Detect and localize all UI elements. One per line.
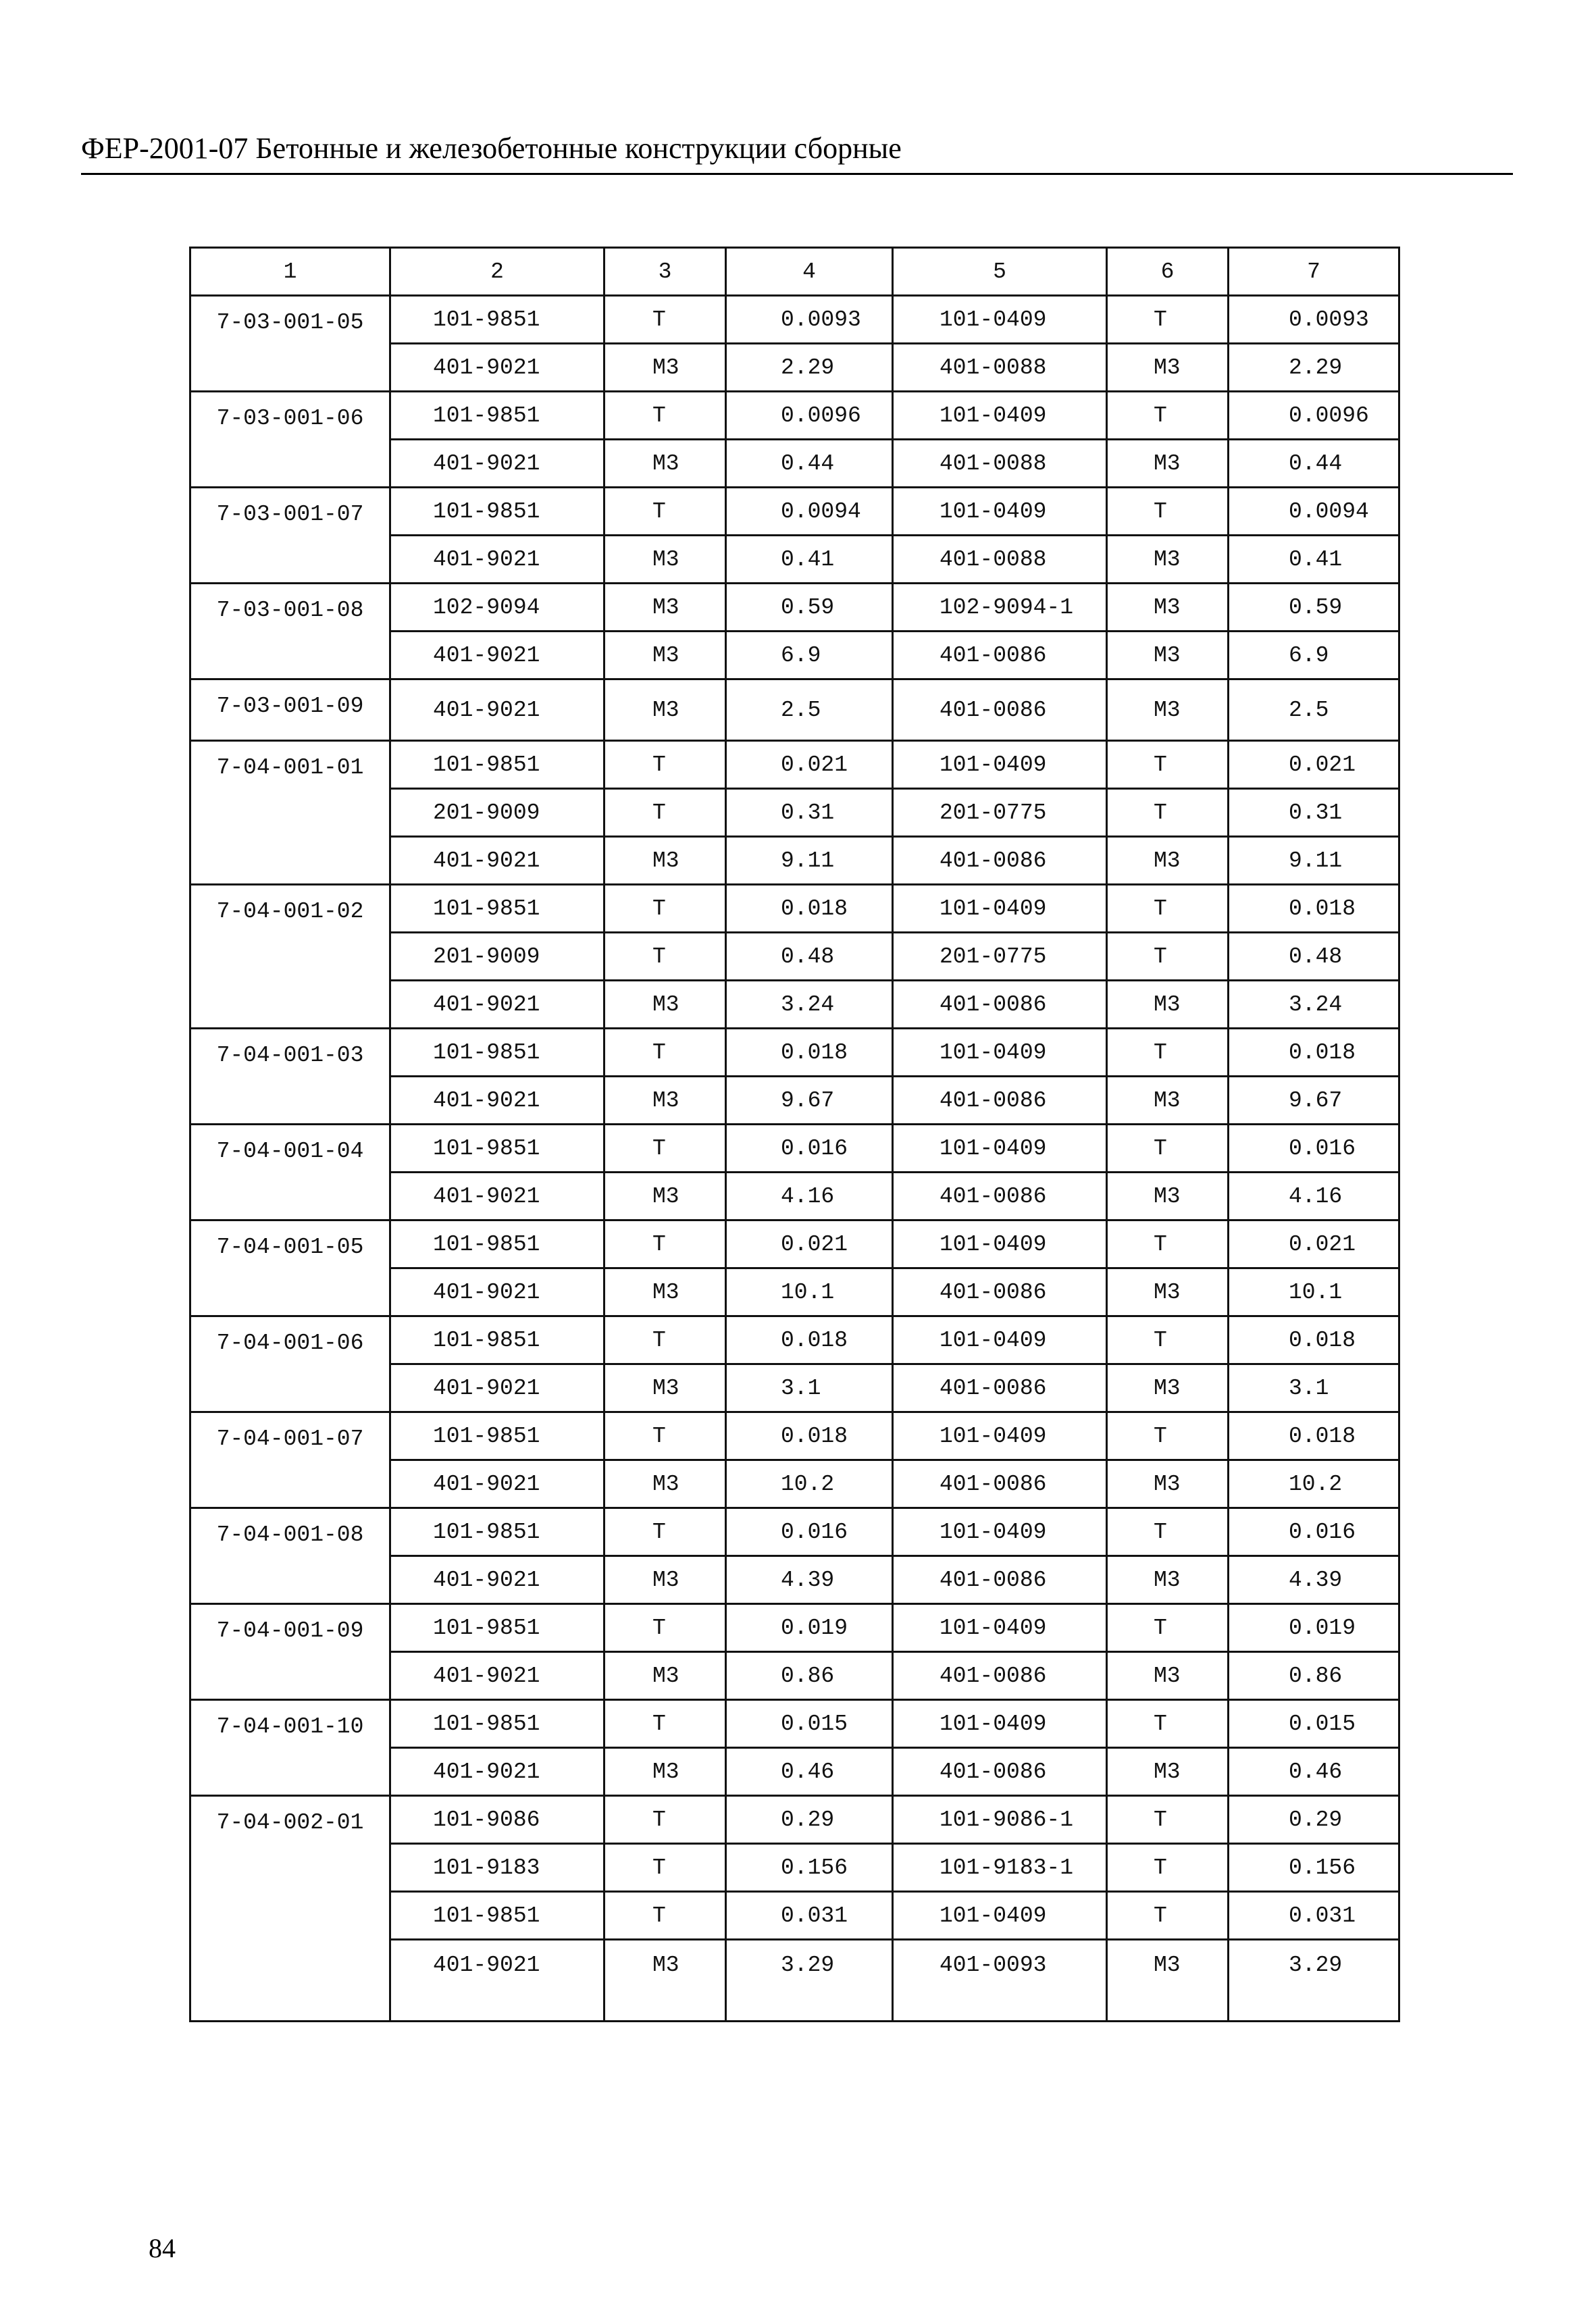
table-cell: 0.156 [1229, 1844, 1399, 1892]
table-cell: 101-9851 [390, 1029, 604, 1077]
table-cell: М3 [604, 1556, 726, 1604]
table-cell: Т [1107, 1892, 1229, 1940]
table-cell: 101-9851 [390, 1220, 604, 1268]
table-cell: Т [604, 1029, 726, 1077]
table-cell: 0.018 [726, 1412, 893, 1460]
table-row [190, 1412, 1399, 1460]
rate-code-cell: 7-04-001-07 [190, 1412, 390, 1508]
table-cell: 0.018 [726, 885, 893, 933]
table-header-row [190, 248, 1399, 296]
table-cell: 401-9021 [390, 1173, 604, 1220]
column-header: 3 [604, 248, 726, 296]
rate-code-cell: 7-03-001-07 [190, 488, 390, 584]
rate-code-cell: 7-04-002-01 [190, 1796, 390, 2022]
table-cell: 0.48 [1229, 933, 1399, 981]
table-cell: Т [604, 392, 726, 440]
table-cell: М3 [1107, 837, 1229, 885]
rate-code-cell: 7-04-001-02 [190, 885, 390, 1029]
page-header-title: ФЕР-2001-07 Бетонные и железобетонные конструкции сборные [81, 132, 902, 165]
table-cell: 401-0086 [893, 1748, 1107, 1796]
table-cell: М3 [1107, 344, 1229, 392]
table-cell: Т [1107, 392, 1229, 440]
table-cell: 401-9021 [390, 536, 604, 584]
table-row [190, 1508, 1399, 1556]
table-cell: 101-9183-1 [893, 1844, 1107, 1892]
table-cell: М3 [604, 1460, 726, 1508]
table-cell: Т [604, 741, 726, 789]
table-cell: Т [604, 296, 726, 344]
table-cell: 0.018 [1229, 1412, 1399, 1460]
table-cell: 2.29 [726, 344, 893, 392]
table-cell: 201-9009 [390, 789, 604, 837]
table-cell: М3 [604, 981, 726, 1029]
rate-code-cell: 7-03-001-08 [190, 584, 390, 679]
table-cell: 401-0086 [893, 1173, 1107, 1220]
table-cell: М3 [604, 344, 726, 392]
table-cell: М3 [1107, 679, 1229, 741]
table-cell: М3 [604, 1268, 726, 1316]
table-cell: Т [604, 789, 726, 837]
table-cell: 401-9021 [390, 837, 604, 885]
table-cell: 0.018 [1229, 1316, 1399, 1364]
table-cell: Т [1107, 885, 1229, 933]
table-cell: 0.0093 [1229, 296, 1399, 344]
table-cell: 101-0409 [893, 1412, 1107, 1460]
table-cell: М3 [1107, 1268, 1229, 1316]
table-cell: Т [1107, 1796, 1229, 1844]
table-cell: 2.5 [1229, 679, 1399, 741]
table-cell: Т [604, 1700, 726, 1748]
table-cell: М3 [604, 536, 726, 584]
table-cell: Т [1107, 933, 1229, 981]
table-cell: Т [604, 1412, 726, 1460]
table-cell: 0.021 [1229, 1220, 1399, 1268]
table-cell: 0.019 [726, 1604, 893, 1652]
table-cell: 0.31 [726, 789, 893, 837]
table-cell: 0.41 [726, 536, 893, 584]
table-cell: 101-0409 [893, 488, 1107, 536]
rate-code-cell: 7-04-001-10 [190, 1700, 390, 1796]
table-cell: М3 [604, 1173, 726, 1220]
table-cell: 101-9851 [390, 1892, 604, 1940]
table-cell: 101-9851 [390, 1700, 604, 1748]
table-cell: 101-9851 [390, 488, 604, 536]
table-cell: 0.016 [726, 1125, 893, 1173]
table-cell: Т [1107, 741, 1229, 789]
table-cell: Т [1107, 1220, 1229, 1268]
table-cell: 9.11 [1229, 837, 1399, 885]
table-cell: 201-0775 [893, 789, 1107, 837]
table-row [190, 1316, 1399, 1364]
table-cell: 10.1 [726, 1268, 893, 1316]
rate-code-cell: 7-03-001-05 [190, 296, 390, 392]
rate-code-cell: 7-04-001-06 [190, 1316, 390, 1412]
table-cell: Т [1107, 1029, 1229, 1077]
table-cell: 0.29 [726, 1796, 893, 1844]
table-cell: Т [604, 1604, 726, 1652]
table-cell: 101-0409 [893, 1220, 1107, 1268]
table-cell: 101-9851 [390, 392, 604, 440]
table-cell: 0.59 [726, 584, 893, 632]
table-cell: М3 [1107, 536, 1229, 584]
table-cell: 101-0409 [893, 392, 1107, 440]
table-cell: 3.29 [726, 1940, 893, 2022]
table-cell: М3 [604, 837, 726, 885]
table-cell: М3 [604, 1652, 726, 1700]
table-cell: 101-0409 [893, 1892, 1107, 1940]
table-cell: М3 [1107, 981, 1229, 1029]
table-cell: 0.31 [1229, 789, 1399, 837]
table-row [190, 1220, 1399, 1268]
table-cell: 101-0409 [893, 741, 1107, 789]
table-cell: 101-9086 [390, 1796, 604, 1844]
table-row [190, 741, 1399, 789]
table-cell: 0.0096 [1229, 392, 1399, 440]
table-cell: 0.031 [726, 1892, 893, 1940]
table-cell: 0.41 [1229, 536, 1399, 584]
table-cell: 0.018 [726, 1316, 893, 1364]
table-cell: М3 [1107, 1173, 1229, 1220]
table-cell: 0.016 [1229, 1125, 1399, 1173]
table-cell: М3 [1107, 1652, 1229, 1700]
table-cell: 0.018 [1229, 1029, 1399, 1077]
table-cell: М3 [1107, 632, 1229, 679]
table-cell: 401-9021 [390, 1268, 604, 1316]
table-cell: 0.156 [726, 1844, 893, 1892]
table-cell: М3 [1107, 1748, 1229, 1796]
table-cell: 101-9851 [390, 296, 604, 344]
table-cell: 4.16 [726, 1173, 893, 1220]
table-cell: 4.16 [1229, 1173, 1399, 1220]
table-cell: 101-0409 [893, 885, 1107, 933]
table-cell: Т [604, 1220, 726, 1268]
column-header: 4 [726, 248, 893, 296]
table-cell: 401-0088 [893, 536, 1107, 584]
table-cell: 0.48 [726, 933, 893, 981]
table-cell: 0.0094 [1229, 488, 1399, 536]
table-cell: Т [604, 885, 726, 933]
table-cell: 0.29 [1229, 1796, 1399, 1844]
table-cell: Т [604, 1892, 726, 1940]
table-cell: М3 [604, 440, 726, 488]
table-cell: 101-0409 [893, 296, 1107, 344]
table-cell: 10.2 [1229, 1460, 1399, 1508]
table-cell: 2.29 [1229, 344, 1399, 392]
table-cell: 401-9021 [390, 679, 604, 741]
table-cell: 3.24 [1229, 981, 1399, 1029]
table-cell: 0.019 [1229, 1604, 1399, 1652]
rate-code-cell: 7-04-001-08 [190, 1508, 390, 1604]
table-cell: 101-0409 [893, 1604, 1107, 1652]
table-cell: 101-9183 [390, 1844, 604, 1892]
table-cell: 101-9851 [390, 1412, 604, 1460]
table-cell: М3 [604, 1940, 726, 2022]
table-cell: 101-9851 [390, 1316, 604, 1364]
table-cell: 0.021 [1229, 741, 1399, 789]
table-cell: 101-0409 [893, 1700, 1107, 1748]
table-cell: 9.67 [726, 1077, 893, 1125]
rate-code-cell: 7-04-001-01 [190, 741, 390, 885]
column-header: 2 [390, 248, 604, 296]
table-cell: 0.021 [726, 1220, 893, 1268]
rate-code-cell: 7-04-001-09 [190, 1604, 390, 1700]
table-cell: Т [1107, 1844, 1229, 1892]
table-cell: М3 [604, 632, 726, 679]
table-cell: 401-9021 [390, 440, 604, 488]
table-cell: Т [604, 1125, 726, 1173]
table-cell: 2.5 [726, 679, 893, 741]
table-cell: Т [1107, 1508, 1229, 1556]
table-row [190, 488, 1399, 536]
table-cell: М3 [1107, 1940, 1229, 2022]
table-cell: 9.67 [1229, 1077, 1399, 1125]
table-row [190, 584, 1399, 632]
table-cell: 0.0093 [726, 296, 893, 344]
table-cell: 101-0409 [893, 1125, 1107, 1173]
table-cell: 401-0086 [893, 981, 1107, 1029]
rate-code-cell: 7-04-001-05 [190, 1220, 390, 1316]
table-cell: М3 [1107, 1077, 1229, 1125]
table-cell: 4.39 [726, 1556, 893, 1604]
table-cell: М3 [604, 584, 726, 632]
table-row [190, 885, 1399, 933]
table-row [190, 1700, 1399, 1748]
rate-code-cell: 7-04-001-03 [190, 1029, 390, 1125]
table-cell: 6.9 [726, 632, 893, 679]
table-cell: 0.018 [726, 1029, 893, 1077]
table-cell: Т [604, 933, 726, 981]
table-cell: 101-9851 [390, 885, 604, 933]
table-cell: М3 [1107, 1460, 1229, 1508]
table-cell: 0.0094 [726, 488, 893, 536]
table-cell: 401-9021 [390, 632, 604, 679]
table-cell: 401-9021 [390, 1556, 604, 1604]
table-cell: 9.11 [726, 837, 893, 885]
table-cell: 201-9009 [390, 933, 604, 981]
table-cell: М3 [604, 1077, 726, 1125]
table-row [190, 1029, 1399, 1077]
table-cell: 101-9851 [390, 1125, 604, 1173]
table-cell: 0.015 [726, 1700, 893, 1748]
table-cell: 401-9021 [390, 981, 604, 1029]
table-cell: 4.39 [1229, 1556, 1399, 1604]
header-rule [81, 173, 1513, 175]
table-cell: 401-9021 [390, 1652, 604, 1700]
table-cell: 101-0409 [893, 1029, 1107, 1077]
table-row [190, 679, 1399, 741]
table-cell: 0.44 [726, 440, 893, 488]
table-cell: 0.44 [1229, 440, 1399, 488]
table-cell: 101-9086-1 [893, 1796, 1107, 1844]
table-cell: М3 [1107, 1364, 1229, 1412]
table-row [190, 392, 1399, 440]
table-cell: Т [1107, 1125, 1229, 1173]
table-cell: 101-9851 [390, 1508, 604, 1556]
table-body [190, 248, 1399, 2022]
resource-table [189, 247, 1400, 2022]
table-cell: М3 [1107, 440, 1229, 488]
table-cell: 6.9 [1229, 632, 1399, 679]
table-cell: 0.016 [726, 1508, 893, 1556]
table-cell: 201-0775 [893, 933, 1107, 981]
table-cell: 401-9021 [390, 1077, 604, 1125]
table-cell: 401-0093 [893, 1940, 1107, 2022]
table-cell: 102-9094-1 [893, 584, 1107, 632]
table-cell: 401-0086 [893, 1268, 1107, 1316]
table-cell: 401-9021 [390, 1460, 604, 1508]
table-row [190, 1125, 1399, 1173]
table-cell: Т [604, 1796, 726, 1844]
table-cell: 102-9094 [390, 584, 604, 632]
table-cell: Т [1107, 789, 1229, 837]
column-header: 5 [893, 248, 1107, 296]
table-cell: М3 [1107, 1556, 1229, 1604]
table-cell: 0.031 [1229, 1892, 1399, 1940]
column-header: 1 [190, 248, 390, 296]
table-cell: 401-0088 [893, 344, 1107, 392]
table-cell: 401-9021 [390, 1748, 604, 1796]
table-row [190, 1796, 1399, 1844]
table-cell: 3.1 [726, 1364, 893, 1412]
table-cell: М3 [604, 1364, 726, 1412]
table-cell: 10.1 [1229, 1268, 1399, 1316]
table-cell: 0.59 [1229, 584, 1399, 632]
table-cell: 101-0409 [893, 1508, 1107, 1556]
table-cell: М3 [1107, 584, 1229, 632]
table-cell: 0.86 [726, 1652, 893, 1700]
table-cell: Т [1107, 1316, 1229, 1364]
table-cell: 101-0409 [893, 1316, 1107, 1364]
table-cell: М3 [604, 679, 726, 741]
table-cell: 401-0086 [893, 1460, 1107, 1508]
table-cell: 401-0086 [893, 632, 1107, 679]
table-row [190, 296, 1399, 344]
table-cell: 3.29 [1229, 1940, 1399, 2022]
table-cell: 401-0086 [893, 1652, 1107, 1700]
table-row [190, 1604, 1399, 1652]
rate-code-cell: 7-03-001-09 [190, 679, 390, 741]
table-cell: 401-9021 [390, 1364, 604, 1412]
table-cell: 401-0086 [893, 679, 1107, 741]
table-cell: 401-0088 [893, 440, 1107, 488]
table-cell: 0.0096 [726, 392, 893, 440]
column-header: 6 [1107, 248, 1229, 296]
table-cell: 101-9851 [390, 741, 604, 789]
table-cell: Т [604, 1508, 726, 1556]
table-cell: 0.86 [1229, 1652, 1399, 1700]
table-cell: Т [1107, 1700, 1229, 1748]
table-cell: 101-9851 [390, 1604, 604, 1652]
table-cell: 0.46 [1229, 1748, 1399, 1796]
table-cell: 0.018 [1229, 885, 1399, 933]
rate-code-cell: 7-04-001-04 [190, 1125, 390, 1220]
table-cell: 10.2 [726, 1460, 893, 1508]
table-cell: 0.021 [726, 741, 893, 789]
table-cell: 401-0086 [893, 1364, 1107, 1412]
table-cell: 3.1 [1229, 1364, 1399, 1412]
table-cell: Т [1107, 1412, 1229, 1460]
table-cell: 0.016 [1229, 1508, 1399, 1556]
table-cell: Т [1107, 1604, 1229, 1652]
table-cell: 401-0086 [893, 1077, 1107, 1125]
table-cell: 3.24 [726, 981, 893, 1029]
table-cell: Т [1107, 296, 1229, 344]
table-cell: 401-9021 [390, 1940, 604, 2022]
table-cell: 401-0086 [893, 837, 1107, 885]
table-cell: М3 [604, 1748, 726, 1796]
table-cell: 0.015 [1229, 1700, 1399, 1748]
page-number: 84 [149, 2233, 176, 2263]
table-cell: Т [604, 1316, 726, 1364]
table-cell: Т [604, 1844, 726, 1892]
table-cell: Т [604, 488, 726, 536]
table-cell: Т [1107, 488, 1229, 536]
table-cell: 401-0086 [893, 1556, 1107, 1604]
table-cell: 0.46 [726, 1748, 893, 1796]
column-header: 7 [1229, 248, 1399, 296]
table-cell: 401-9021 [390, 344, 604, 392]
rate-code-cell: 7-03-001-06 [190, 392, 390, 488]
